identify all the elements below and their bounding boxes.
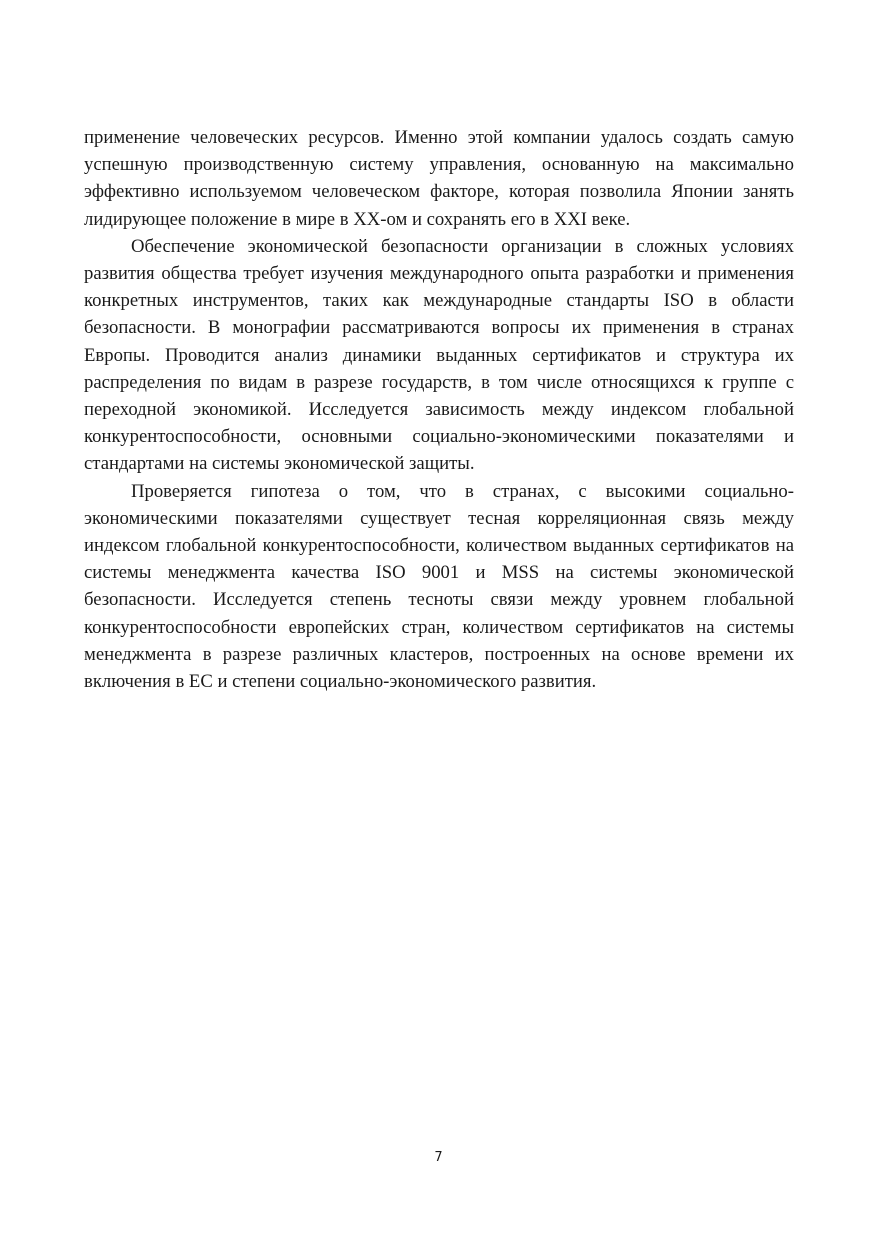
paragraph-continuation: применение человеческих ресурсов. Именно этой компании удалось создать самую успешную производственную систему управления, основанную на максимально эффективно используемом человеческом факторе, которая позволила Японии занять лидирующее положение в мире в XX-ом и сохранять его в XXI веке. bbox=[84, 127, 794, 230]
paragraph-economic-security: Обеспечение экономической безопасности организации в сложных условиях развития общества требует изучения международного опыта разработки и применения конкретных инструментов, таких как международные стандарты ISO в области безопасности. В монографии рассматриваются вопросы их применения в странах Европы. Проводится анализ динамики выданных сертификатов и структура их распределения по видам в разрезе государств, в том числе относящихся к группе с переходной экономикой. Исследуется зависимость между индексом глобальной конкурентоспособности, основными социально-экономическими показателями и стандартами на системы экономической защиты. bbox=[84, 235, 794, 475]
body-text bbox=[84, 124, 794, 695]
page-number: 7 bbox=[434, 1150, 443, 1165]
paragraph-hypothesis: Проверяется гипотеза о том, что в странах, с высокими социально-экономическими показателями существует тесная корреляционная связь между индексом глобальной конкурентоспособности, количеством выданных сертификатов на системы менеджмента качества ISO 9001 и MSS на системы экономической безопасности. Исследуется степень тесноты связи между уровнем глобальной конкурентоспособности европейских стран, количеством сертификатов на системы менеджмента в разрезе различных кластеров, построенных на основе времени их включения в ЕС и степени социально-экономического развития. bbox=[84, 480, 794, 693]
